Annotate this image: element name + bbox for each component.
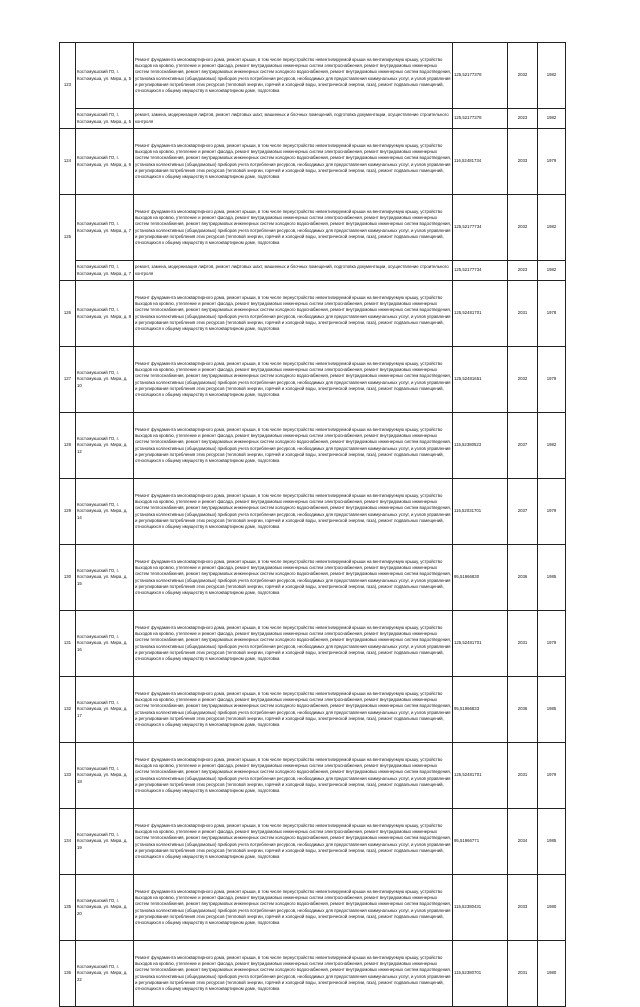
- table-row: [60, 347, 566, 413]
- table-row: [60, 261, 566, 281]
- address-cell: Костомукшский ГО, г. Костомукша, ул. Мира, д. 14: [76, 479, 134, 545]
- work-description-cell: Ремонт фундамента многоквартирного дома, ремонт крыши, в том числе переустройство невентилируемой крыши на вентилируемую крышу, устройство выходов на кровлю, утепление и ремонт фасада, ремонт внутридомовых инженерных систем электроснабжения, ремонт внутридомовых инженерных систем теплоснабжения, ремонт внутридомовых инженерных систем холодного водоснабжения, ремонт внутридомовых инженерных систем водоотведения, установка коллективных (общедомовых) приборов учета потребления ресурсов, необходимых для предоставления коммунальных услуг, и узлов управления и регулирования потребления этих ресурсов (тепловой энергии, горячей и холодной воды, электрической энергии, газа), ремонт подвальных помещений, относящихся к общему имуществу в многоквартирном доме, подготовка: [134, 43, 453, 109]
- work-description-cell: Ремонт фундамента многоквартирного дома, ремонт крыши, в том числе переустройство невентилируемой крыши на вентилируемую крышу, устройство выходов на кровлю, утепление и ремонт фасада, ремонт внутридомовых инженерных систем электроснабжения, ремонт внутридомовых инженерных систем теплоснабжения, ремонт внутридомовых инженерных систем холодного водоснабжения, ремонт внутридомовых инженерных систем водоотведения, установка коллективных (общедомовых) приборов учета потребления ресурсов, необходимых для предоставления коммунальных услуг, и узлов управления и регулирования потребления этих ресурсов (тепловой энергии, горячей и холодной воды, электрической энергии, газа), ремонт подвальных помещений, относящихся к общему имуществу в многоквартирном доме, подготовка: [134, 129, 453, 195]
- cost-cell: 125,52177734: [453, 195, 508, 261]
- address-cell: Костомукшский ГО, г. Костомукша, ул. Мира, д. 7: [76, 195, 134, 261]
- address-cell: Костомукшский ГО, г. Костомукша, ул. Мира, д. 5: [76, 109, 134, 129]
- address-cell: Костомукшский ГО, г. Костомукша, ул. Мира, д. 16: [76, 611, 134, 677]
- build-year-cell: 1979: [538, 743, 566, 809]
- plan-year-cell: 2033: [508, 875, 538, 941]
- plan-year-cell: 2036: [508, 677, 538, 743]
- cost-cell: 125,52177734: [453, 261, 508, 281]
- table-row: [60, 109, 566, 129]
- plan-year-cell: 2032: [508, 43, 538, 109]
- work-description-cell: Ремонт фундамента многоквартирного дома, ремонт крыши, в том числе переустройство невентилируемой крыши на вентилируемую крышу, устройство выходов на кровлю, утепление и ремонт фасада, ремонт внутридомовых инженерных систем электроснабжения, ремонт внутридомовых инженерных систем теплоснабжения, ремонт внутридомовых инженерных систем холодного водоснабжения, ремонт внутридомовых инженерных систем водоотведения, установка коллективных (общедомовых) приборов учета потребления ресурсов, необходимых для предоставления коммунальных услуг, и узлов управления и регулирования потребления этих ресурсов (тепловой энергии, горячей и холодной воды, электрической энергии, газа), ремонт подвальных помещений, относящихся к общему имуществу в многоквартирном доме, подготовка: [134, 809, 453, 875]
- plan-year-cell: 2036: [508, 545, 538, 611]
- work-description-cell: Ремонт фундамента многоквартирного дома, ремонт крыши, в том числе переустройство невентилируемой крыши на вентилируемую крышу, устройство выходов на кровлю, утепление и ремонт фасада, ремонт внутридомовых инженерных систем электроснабжения, ремонт внутридомовых инженерных систем теплоснабжения, ремонт внутридомовых инженерных систем холодного водоснабжения, ремонт внутридомовых инженерных систем водоотведения, установка коллективных (общедомовых) приборов учета потребления ресурсов, необходимых для предоставления коммунальных услуг, и узлов управления и регулирования потребления этих ресурсов (тепловой энергии, горячей и холодной воды, электрической энергии, газа), ремонт подвальных помещений, относящихся к общему имуществу в многоквартирном доме, подготовка: [134, 611, 453, 677]
- table-row: [60, 611, 566, 677]
- plan-year-cell: 2033: [508, 129, 538, 195]
- table-row: [60, 281, 566, 347]
- build-year-cell: 1985: [538, 677, 566, 743]
- work-description-cell: Ремонт фундамента многоквартирного дома, ремонт крыши, в том числе переустройство невентилируемой крыши на вентилируемую крышу, устройство выходов на кровлю, утепление и ремонт фасада, ремонт внутридомовых инженерных систем электроснабжения, ремонт внутридомовых инженерных систем теплоснабжения, ремонт внутридомовых инженерных систем холодного водоснабжения, ремонт внутридомовых инженерных систем водоотведения, установка коллективных (общедомовых) приборов учета потребления ресурсов, необходимых для предоставления коммунальных услуг, и узлов управления и регулирования потребления этих ресурсов (тепловой энергии, горячей и холодной воды, электрической энергии, газа), ремонт подвальных помещений, относящихся к общему имуществу в многоквартирном доме, подготовка: [134, 195, 453, 261]
- table-row: [60, 413, 566, 479]
- plan-year-cell: 2037: [508, 479, 538, 545]
- address-cell: Костомукшский ГО, г. Костомукша, ул. Мира, д. 5: [76, 43, 134, 109]
- cost-cell: 125,52177378: [453, 43, 508, 109]
- row-number-cell: 124: [60, 129, 76, 195]
- table-row: [60, 43, 566, 109]
- cost-cell: 125,52481651: [453, 347, 508, 413]
- build-year-cell: 1982: [538, 261, 566, 281]
- build-year-cell: 1982: [538, 43, 566, 109]
- row-number-cell: 135: [60, 875, 76, 941]
- build-year-cell: 1980: [538, 941, 566, 1007]
- row-number-cell: 132: [60, 677, 76, 743]
- build-year-cell: 1979: [538, 479, 566, 545]
- work-description-cell: Ремонт фундамента многоквартирного дома, ремонт крыши, в том числе переустройство невентилируемой крыши на вентилируемую крышу, устройство выходов на кровлю, утепление и ремонт фасада, ремонт внутридомовых инженерных систем электроснабжения, ремонт внутридомовых инженерных систем теплоснабжения, ремонт внутридомовых инженерных систем холодного водоснабжения, ремонт внутридомовых инженерных систем водоотведения, установка коллективных (общедомовых) приборов учета потребления ресурсов, необходимых для предоставления коммунальных услуг, и узлов управления и регулирования потребления этих ресурсов (тепловой энергии, горячей и холодной воды, электрической энергии, газа), ремонт подвальных помещений, относящихся к общему имуществу в многоквартирном доме, подготовка: [134, 347, 453, 413]
- capital-repair-table: [59, 42, 566, 1007]
- row-number-cell: 125: [60, 195, 76, 281]
- row-number-cell: 129: [60, 479, 76, 545]
- cost-cell: 116,52481734: [453, 129, 508, 195]
- address-cell: Костомукшский ГО, г. Костомукша, ул. Мира, д. 10: [76, 347, 134, 413]
- build-year-cell: 1982: [538, 109, 566, 129]
- plan-year-cell: 2031: [508, 281, 538, 347]
- cost-cell: 95,51966830: [453, 545, 508, 611]
- table-row: [60, 875, 566, 941]
- table-row: [60, 479, 566, 545]
- cost-cell: 125,52481701: [453, 281, 508, 347]
- row-number-cell: 127: [60, 347, 76, 413]
- table-row: [60, 129, 566, 195]
- plan-year-cell: 2031: [508, 611, 538, 677]
- build-year-cell: 1982: [538, 195, 566, 261]
- address-cell: Костомукшский ГО, г. Костомукша, ул. Мира, д. 12: [76, 413, 134, 479]
- work-description-cell: Ремонт фундамента многоквартирного дома, ремонт крыши, в том числе переустройство невентилируемой крыши на вентилируемую крышу, устройство выходов на кровлю, утепление и ремонт фасада, ремонт внутридомовых инженерных систем электроснабжения, ремонт внутридомовых инженерных систем теплоснабжения, ремонт внутридомовых инженерных систем холодного водоснабжения, ремонт внутридомовых инженерных систем водоотведения, установка коллективных (общедомовых) приборов учета потребления ресурсов, необходимых для предоставления коммунальных услуг, и узлов управления и регулирования потребления этих ресурсов (тепловой энергии, горячей и холодной воды, электрической энергии, газа), ремонт подвальных помещений, относящихся к общему имуществу в многоквартирном доме, подготовка: [134, 479, 453, 545]
- address-cell: Костомукшский ГО, г. Костомукша, ул. Мира, д. 7: [76, 261, 134, 281]
- address-cell: Костомукшский ГО, г. Костомукша, ул. Мира, д. 18: [76, 743, 134, 809]
- work-description-cell: Ремонт фундамента многоквартирного дома, ремонт крыши, в том числе переустройство невентилируемой крыши на вентилируемую крышу, устройство выходов на кровлю, утепление и ремонт фасада, ремонт внутридомовых инженерных систем электроснабжения, ремонт внутридомовых инженерных систем теплоснабжения, ремонт внутридомовых инженерных систем холодного водоснабжения, ремонт внутридомовых инженерных систем водоотведения, установка коллективных (общедомовых) приборов учета потребления ресурсов, необходимых для предоставления коммунальных услуг, и узлов управления и регулирования потребления этих ресурсов (тепловой энергии, горячей и холодной воды, электрической энергии, газа), ремонт подвальных помещений, относящихся к общему имуществу в многоквартирном доме, подготовка: [134, 941, 453, 1007]
- cost-cell: 95,51966771: [453, 809, 508, 875]
- build-year-cell: 1979: [538, 611, 566, 677]
- work-description-cell: Ремонт фундамента многоквартирного дома, ремонт крыши, в том числе переустройство невентилируемой крыши на вентилируемую крышу, устройство выходов на кровлю, утепление и ремонт фасада, ремонт внутридомовых инженерных систем электроснабжения, ремонт внутридомовых инженерных систем теплоснабжения, ремонт внутридомовых инженерных систем холодного водоснабжения, ремонт внутридомовых инженерных систем водоотведения, установка коллективных (общедомовых) приборов учета потребления ресурсов, необходимых для предоставления коммунальных услуг, и узлов управления и регулирования потребления этих ресурсов (тепловой энергии, горячей и холодной воды, электрической энергии, газа), ремонт подвальных помещений, относящихся к общему имуществу в многоквартирном доме, подготовка: [134, 413, 453, 479]
- plan-year-cell: 2032: [508, 347, 538, 413]
- build-year-cell: 1982: [538, 413, 566, 479]
- plan-year-cell: 2037: [508, 413, 538, 479]
- plan-year-cell: 2031: [508, 743, 538, 809]
- address-cell: Костомукшский ГО, г. Костомукша, ул. Мира, д. 17: [76, 677, 134, 743]
- row-number-cell: 130: [60, 545, 76, 611]
- table-row: [60, 545, 566, 611]
- row-number-cell: 133: [60, 743, 76, 809]
- work-description-cell: ремонт, замена, модернизация лифтов, ремонт лифтовых шахт, машинных и блочных помещений, подготовка документации, осуществление строительного контроля: [134, 261, 453, 281]
- plan-year-cell: 2023: [508, 109, 538, 129]
- table-row: [60, 195, 566, 261]
- build-year-cell: 1978: [538, 281, 566, 347]
- row-number-cell: 123: [60, 43, 76, 129]
- table-row: [60, 677, 566, 743]
- table-body: [60, 43, 566, 1007]
- work-description-cell: Ремонт фундамента многоквартирного дома, ремонт крыши, в том числе переустройство невентилируемой крыши на вентилируемую крышу, устройство выходов на кровлю, утепление и ремонт фасада, ремонт внутридомовых инженерных систем электроснабжения, ремонт внутридомовых инженерных систем теплоснабжения, ремонт внутридомовых инженерных систем холодного водоснабжения, ремонт внутридомовых инженерных систем водоотведения, установка коллективных (общедомовых) приборов учета потребления ресурсов, необходимых для предоставления коммунальных услуг, и узлов управления и регулирования потребления этих ресурсов (тепловой энергии, горячей и холодной воды, электрической энергии, газа), ремонт подвальных помещений, относящихся к общему имуществу в многоквартирном доме, подготовка: [134, 743, 453, 809]
- row-number-cell: 134: [60, 809, 76, 875]
- table-row: [60, 941, 566, 1007]
- cost-cell: 125,52481701: [453, 611, 508, 677]
- cost-cell: 115,52380523: [453, 413, 508, 479]
- build-year-cell: 1980: [538, 875, 566, 941]
- row-number-cell: 126: [60, 281, 76, 347]
- row-number-cell: 131: [60, 611, 76, 677]
- address-cell: Костомукшский ГО, г. Костомукша, ул. Мира, д. 15: [76, 545, 134, 611]
- cost-cell: 115,52031701: [453, 479, 508, 545]
- plan-year-cell: 2023: [508, 261, 538, 281]
- plan-year-cell: 2034: [508, 809, 538, 875]
- cost-cell: 125,52481701: [453, 743, 508, 809]
- work-description-cell: Ремонт фундамента многоквартирного дома, ремонт крыши, в том числе переустройство невентилируемой крыши на вентилируемую крышу, устройство выходов на кровлю, утепление и ремонт фасада, ремонт внутридомовых инженерных систем электроснабжения, ремонт внутридомовых инженерных систем теплоснабжения, ремонт внутридомовых инженерных систем холодного водоснабжения, ремонт внутридомовых инженерных систем водоотведения, установка коллективных (общедомовых) приборов учета потребления ресурсов, необходимых для предоставления коммунальных услуг, и узлов управления и регулирования потребления этих ресурсов (тепловой энергии, горячей и холодной воды, электрической энергии, газа), ремонт подвальных помещений, относящихся к общему имуществу в многоквартирном доме, подготовка: [134, 281, 453, 347]
- build-year-cell: 1979: [538, 129, 566, 195]
- work-description-cell: Ремонт фундамента многоквартирного дома, ремонт крыши, в том числе переустройство невентилируемой крыши на вентилируемую крышу, устройство выходов на кровлю, утепление и ремонт фасада, ремонт внутридомовых инженерных систем электроснабжения, ремонт внутридомовых инженерных систем теплоснабжения, ремонт внутридомовых инженерных систем холодного водоснабжения, ремонт внутридомовых инженерных систем водоотведения, установка коллективных (общедомовых) приборов учета потребления ресурсов, необходимых для предоставления коммунальных услуг, и узлов управления и регулирования потребления этих ресурсов (тепловой энергии, горячей и холодной воды, электрической энергии, газа), ремонт подвальных помещений, относящихся к общему имуществу в многоквартирном доме, подготовка: [134, 677, 453, 743]
- address-cell: Костомукшский ГО, г. Костомукша, ул. Мира, д. 20: [76, 875, 134, 941]
- work-description-cell: ремонт, замена, модернизация лифтов, ремонт лифтовых шахт, машинных и блочных помещений, подготовка документации, осуществление строительного контроля: [134, 109, 453, 129]
- cost-cell: 95,51966833: [453, 677, 508, 743]
- build-year-cell: 1985: [538, 545, 566, 611]
- build-year-cell: 1979: [538, 347, 566, 413]
- address-cell: Костомукшский ГО, г. Костомукша, ул. Мира, д. 8: [76, 281, 134, 347]
- build-year-cell: 1985: [538, 809, 566, 875]
- row-number-cell: 128: [60, 413, 76, 479]
- work-description-cell: Ремонт фундамента многоквартирного дома, ремонт крыши, в том числе переустройство невентилируемой крыши на вентилируемую крышу, устройство выходов на кровлю, утепление и ремонт фасада, ремонт внутридомовых инженерных систем электроснабжения, ремонт внутридомовых инженерных систем теплоснабжения, ремонт внутридомовых инженерных систем холодного водоснабжения, ремонт внутридомовых инженерных систем водоотведения, установка коллективных (общедомовых) приборов учета потребления ресурсов, необходимых для предоставления коммунальных услуг, и узлов управления и регулирования потребления этих ресурсов (тепловой энергии, горячей и холодной воды, электрической энергии, газа), ремонт подвальных помещений, относящихся к общему имуществу в многоквартирном доме, подготовка: [134, 545, 453, 611]
- cost-cell: 115,52380701: [453, 941, 508, 1007]
- cost-cell: 125,52177378: [453, 109, 508, 129]
- address-cell: Костомукшский ГО, г. Костомукша, ул. Мира, д. 19: [76, 809, 134, 875]
- table-row: [60, 743, 566, 809]
- plan-year-cell: 2031: [508, 941, 538, 1007]
- address-cell: Костомукшский ГО, г. Костомукша, ул. Мира, д. 22: [76, 941, 134, 1007]
- cost-cell: 115,52380431: [453, 875, 508, 941]
- plan-year-cell: 2032: [508, 195, 538, 261]
- row-number-cell: 136: [60, 941, 76, 1007]
- address-cell: Костомукшский ГО, г. Костомукша, ул. Мира, д. 6: [76, 129, 134, 195]
- work-description-cell: Ремонт фундамента многоквартирного дома, ремонт крыши, в том числе переустройство невентилируемой крыши на вентилируемую крышу, устройство выходов на кровлю, утепление и ремонт фасада, ремонт внутридомовых инженерных систем электроснабжения, ремонт внутридомовых инженерных систем теплоснабжения, ремонт внутридомовых инженерных систем холодного водоснабжения, ремонт внутридомовых инженерных систем водоотведения, установка коллективных (общедомовых) приборов учета потребления ресурсов, необходимых для предоставления коммунальных услуг, и узлов управления и регулирования потребления этих ресурсов (тепловой энергии, горячей и холодной воды, электрической энергии, газа), ремонт подвальных помещений, относящихся к общему имуществу в многоквартирном доме, подготовка: [134, 875, 453, 941]
- table-row: [60, 809, 566, 875]
